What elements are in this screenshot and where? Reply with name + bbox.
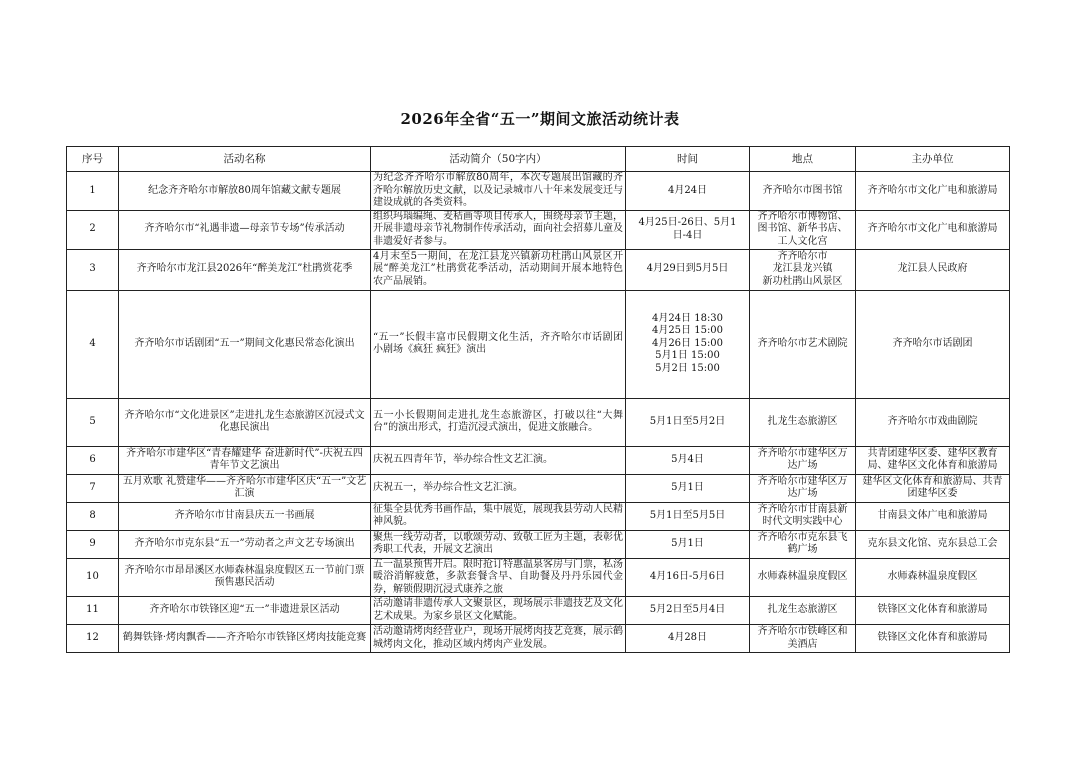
table-row bbox=[67, 530, 1010, 558]
cell-activity-name: 齐齐哈尔市克东县“五一”劳动者之声文艺专场演出 bbox=[119, 530, 371, 558]
cell-index: 2 bbox=[67, 210, 119, 249]
cell-location: 扎龙生态旅游区 bbox=[750, 398, 856, 446]
header-location: 地点 bbox=[750, 147, 856, 172]
table-row bbox=[67, 249, 1010, 290]
header-activity-intro: 活动简介（50字内） bbox=[371, 147, 626, 172]
cell-location: 齐齐哈尔市博物馆、 图书馆、新华书店、 工人文化宫 bbox=[750, 210, 856, 249]
cell-time: 4月24日 bbox=[626, 172, 750, 211]
header-index: 序号 bbox=[67, 147, 119, 172]
cell-time: 4月25日-26日、5月1日-4日 bbox=[626, 210, 750, 249]
table-row bbox=[67, 474, 1010, 502]
cell-index: 11 bbox=[67, 597, 119, 625]
cell-organizer: 铁锋区文化体育和旅游局 bbox=[856, 625, 1010, 653]
cell-time: 4月24日 18:30 4月25日 15:00 4月26日 15:00 5月1日 15:00 5月2日 15:00 bbox=[626, 290, 750, 398]
table-row bbox=[67, 558, 1010, 597]
cell-time: 5月1日 bbox=[626, 530, 750, 558]
cell-activity-intro: 庆祝五一，举办综合性文艺汇演。 bbox=[371, 474, 626, 502]
cell-activity-intro: 庆祝五四青年节，举办综合性文艺汇演。 bbox=[371, 446, 626, 474]
cell-activity-intro: 聚焦一线劳动者，以歌颂劳动、致敬工匠为主题，表彰优秀职工代表，开展文艺演出 bbox=[371, 530, 626, 558]
cell-organizer: 齐齐哈尔市文化广电和旅游局 bbox=[856, 210, 1010, 249]
cell-activity-intro: 活动邀请非遗传承人文聚景区，现场展示非遗技艺及文化艺术成果。为家乡景区文化赋能。 bbox=[371, 597, 626, 625]
cell-activity-intro: 组织玛瑙编绳、麦秸画等项目传承人，围绕母亲节主题，开展非遗母亲节礼物制作传承活动，面向社会招募儿童及非遗爱好者参与。 bbox=[371, 210, 626, 249]
cell-time: 4月28日 bbox=[626, 625, 750, 653]
cell-activity-name: 齐齐哈尔市“文化进景区”走进扎龙生态旅游区沉浸式文化惠民演出 bbox=[119, 398, 371, 446]
table-row bbox=[67, 172, 1010, 211]
cell-activity-name: 齐齐哈尔市铁锋区迎“五一”非遗进景区活动 bbox=[119, 597, 371, 625]
cell-organizer: 克东县文化馆、克东县总工会 bbox=[856, 530, 1010, 558]
cell-index: 1 bbox=[67, 172, 119, 211]
cell-location: 齐齐哈尔市图书馆 bbox=[750, 172, 856, 211]
cell-location: 水师森林温泉度假区 bbox=[750, 558, 856, 597]
cell-activity-intro: 活动邀请烤肉经营业户，现场开展烤肉技艺竞赛，展示鹤城烤肉文化，推动区域内烤肉产业发展。 bbox=[371, 625, 626, 653]
cell-activity-name: 齐齐哈尔市龙江县2026年“醉美龙江”杜鹃赏花季 bbox=[119, 249, 371, 290]
cell-location: 齐齐哈尔市艺术剧院 bbox=[750, 290, 856, 398]
cell-activity-intro: 4月末至5一期间，在龙江县龙兴镇新功杜鹃山风景区开展“醉美龙江”杜鹃赏花季活动，活动期间开展本地特色农产品展销。 bbox=[371, 249, 626, 290]
cell-time: 5月1日至5月5日 bbox=[626, 502, 750, 530]
cell-location: 齐齐哈尔市甘南县新 时代文明实践中心 bbox=[750, 502, 856, 530]
activity-table bbox=[66, 146, 1010, 653]
cell-activity-name: 齐齐哈尔市甘南县庆五一书画展 bbox=[119, 502, 371, 530]
cell-organizer: 建华区文化体育和旅游局、共青团建华区委 bbox=[856, 474, 1010, 502]
cell-organizer: 龙江县人民政府 bbox=[856, 249, 1010, 290]
header-activity-name: 活动名称 bbox=[119, 147, 371, 172]
cell-location: 齐齐哈尔市克东县飞 鹤广场 bbox=[750, 530, 856, 558]
cell-location: 扎龙生态旅游区 bbox=[750, 597, 856, 625]
table-header-row bbox=[67, 147, 1010, 172]
header-time: 时间 bbox=[626, 147, 750, 172]
cell-organizer: 共青团建华区委、建华区教育局、建华区文化体育和旅游局 bbox=[856, 446, 1010, 474]
header-organizer: 主办单位 bbox=[856, 147, 1010, 172]
table-row bbox=[67, 597, 1010, 625]
cell-organizer: 齐齐哈尔市话剧团 bbox=[856, 290, 1010, 398]
table-row bbox=[67, 625, 1010, 653]
cell-location: 齐齐哈尔市建华区万 达广场 bbox=[750, 474, 856, 502]
cell-activity-intro: 五一小长假期间走进扎龙生态旅游区，打破以往“大舞台”的演出形式，打造沉浸式演出，促进文旅融合。 bbox=[371, 398, 626, 446]
cell-activity-intro: 征集全县优秀书画作品，集中展览，展现我县劳动人民精神风貌。 bbox=[371, 502, 626, 530]
cell-activity-name: 齐齐哈尔市建华区“青春耀建华 奋进新时代”-庆祝五四青年节文艺演出 bbox=[119, 446, 371, 474]
cell-time: 5月4日 bbox=[626, 446, 750, 474]
cell-index: 9 bbox=[67, 530, 119, 558]
cell-time: 4月29日到5月5日 bbox=[626, 249, 750, 290]
cell-location: 齐齐哈尔市铁峰区和 美酒店 bbox=[750, 625, 856, 653]
cell-activity-intro: 五一温泉预售开启。限时抢订特惠温泉客房与门票，私汤暖浴消解疲惫，多款套餐含早、自助餐及丹丹乐园代金券，解锁假期沉浸式康养之旅 bbox=[371, 558, 626, 597]
cell-organizer: 水师森林温泉度假区 bbox=[856, 558, 1010, 597]
cell-activity-name: 齐齐哈尔市“礼遇非遗—母亲节专场”传承活动 bbox=[119, 210, 371, 249]
cell-index: 8 bbox=[67, 502, 119, 530]
cell-activity-name: 纪念齐齐哈尔市解放80周年馆藏文献专题展 bbox=[119, 172, 371, 211]
table-row bbox=[67, 446, 1010, 474]
cell-activity-name: 五月欢歌 礼赞建华——齐齐哈尔市建华区庆“五一”文艺汇演 bbox=[119, 474, 371, 502]
cell-index: 3 bbox=[67, 249, 119, 290]
table-row bbox=[67, 210, 1010, 249]
table-row bbox=[67, 290, 1010, 398]
page-title: 2026年全省“五一”期间文旅活动统计表 bbox=[400, 110, 680, 128]
cell-index: 12 bbox=[67, 625, 119, 653]
cell-organizer: 齐齐哈尔市戏曲剧院 bbox=[856, 398, 1010, 446]
cell-location: 齐齐哈尔市建华区万 达广场 bbox=[750, 446, 856, 474]
cell-index: 10 bbox=[67, 558, 119, 597]
cell-time: 5月2日至5月4日 bbox=[626, 597, 750, 625]
table-body bbox=[67, 172, 1010, 653]
cell-location: 齐齐哈尔市 龙江县龙兴镇 新功杜鹃山风景区 bbox=[750, 249, 856, 290]
cell-index: 4 bbox=[67, 290, 119, 398]
cell-index: 6 bbox=[67, 446, 119, 474]
cell-activity-name: 鹤舞铁锋·烤肉飘香——齐齐哈尔市铁锋区烤肉技能竞赛 bbox=[119, 625, 371, 653]
cell-organizer: 甘南县文体广电和旅游局 bbox=[856, 502, 1010, 530]
cell-time: 5月1日 bbox=[626, 474, 750, 502]
cell-activity-intro: “五一”长假丰富市民假期文化生活，齐齐哈尔市话剧团小剧场《疯狂 疯狂》演出 bbox=[371, 290, 626, 398]
cell-index: 5 bbox=[67, 398, 119, 446]
cell-activity-name: 齐齐哈尔市昂昂溪区水师森林温泉度假区五一节前门票预售惠民活动 bbox=[119, 558, 371, 597]
cell-organizer: 齐齐哈尔市文化广电和旅游局 bbox=[856, 172, 1010, 211]
cell-index: 7 bbox=[67, 474, 119, 502]
cell-activity-name: 齐齐哈尔市话剧团“五一”期间文化惠民常态化演出 bbox=[119, 290, 371, 398]
cell-time: 4月16日-5月6日 bbox=[626, 558, 750, 597]
table-row bbox=[67, 398, 1010, 446]
table-row bbox=[67, 502, 1010, 530]
cell-organizer: 铁锋区文化体育和旅游局 bbox=[856, 597, 1010, 625]
cell-time: 5月1日至5月2日 bbox=[626, 398, 750, 446]
cell-activity-intro: 为纪念齐齐哈尔市解放80周年，本次专题展出馆藏的齐齐哈尔解放历史文献，以及记录城市八十年来发展变迁与建设成就的各类资料。 bbox=[371, 172, 626, 211]
